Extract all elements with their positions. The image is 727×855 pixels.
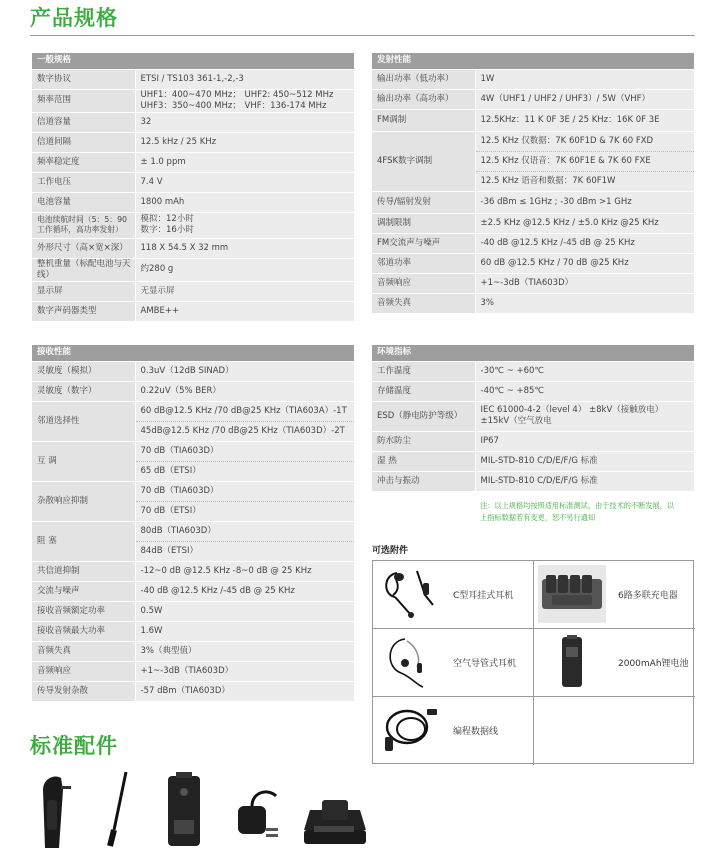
spec-label: 数字声码器类型	[32, 301, 135, 321]
spec-value: 12.5 KHz 仅语音：7K 60F1E & 7K 60 FXE	[475, 151, 694, 171]
spec-value: 1W	[475, 69, 694, 89]
note-line: 上指标数据若有变更，恕不另行通知	[480, 513, 596, 522]
spec-value: 80dB（TIA603D）	[135, 521, 354, 541]
spec-value: 45dB@12.5 KHz /70 dB@25 KHz（TIA603D）-2T	[135, 421, 354, 441]
spec-value: 12.5 KHz 语音和数据：7K 60F1W	[475, 171, 694, 191]
spec-value-line: UHF3：350~400 MHz；	[140, 100, 241, 111]
spec-value: 7.4 V	[135, 172, 354, 192]
spec-value: 3%（典型值）	[135, 641, 354, 661]
spec-label: 灵敏度（模拟）	[32, 361, 135, 381]
spec-value: 70 dB（TIA603D）	[135, 441, 354, 461]
spec-label: 信道间隔	[32, 132, 135, 152]
spec-value: 0.3uV（12dB SINAD）	[135, 361, 354, 381]
spec-label: 显示屏	[32, 281, 135, 301]
spec-value: AMBE++	[135, 301, 354, 321]
spec-value: 118 X 54.5 X 32 mm	[135, 238, 354, 258]
spec-value: 12.5 kHz / 25 KHz	[135, 132, 354, 152]
antenna-icon	[100, 770, 140, 850]
spec-label: 交流与噪声	[32, 581, 135, 601]
standard-battery-icon	[160, 770, 210, 850]
spec-label: 音频失真	[372, 293, 475, 313]
receive-spec-table	[32, 345, 354, 702]
spec-value: 60 dB@12.5 KHz /70 dB@25 KHz（TIA603A）-1T	[135, 401, 354, 421]
environment-spec-table	[372, 345, 694, 492]
accessory-label: 6路多联充电器	[618, 591, 678, 601]
spec-value-line: ±15kV（空气放电	[480, 416, 552, 426]
accessory-label: 空气导管式耳机	[453, 659, 517, 669]
spec-label: 数字协议	[32, 69, 135, 89]
spec-label: 电池容量	[32, 192, 135, 212]
spec-label: 传导/辐射发射	[372, 191, 475, 213]
multi-charger-icon	[538, 565, 606, 623]
accessory-label: C型耳挂式耳机	[453, 591, 514, 601]
spec-label: 调制限制	[372, 213, 475, 233]
spec-label: 防水防尘	[372, 431, 475, 451]
spec-value: -12~0 dB @12.5 KHz -8~0 dB @ 25 KHz	[135, 561, 354, 581]
transmit-spec-header: 发射性能	[372, 53, 694, 69]
spec-label: FM交流声与噪声	[372, 233, 475, 253]
spec-value: 1.6W	[135, 621, 354, 641]
spec-label: FM调制	[372, 109, 475, 131]
spec-label: 电池续航时间（5：5：90 工作循环，高功率发射）	[32, 212, 135, 238]
spec-label: 阻 塞	[32, 521, 135, 561]
spec-label: 存储温度	[372, 381, 475, 401]
belt-clip-icon	[35, 770, 80, 850]
spec-value: 84dB（ETSI）	[135, 541, 354, 561]
spec-label: 湿 热	[372, 451, 475, 471]
spec-value: 无显示屏	[135, 281, 354, 301]
spec-label: 传导发射杂散	[32, 681, 135, 701]
spec-label: 接收音频最大功率	[32, 621, 135, 641]
spec-value: ± 1.0 ppm	[135, 152, 354, 172]
spec-value	[135, 212, 354, 238]
spec-value: 12.5KHz：11 K 0F 3E / 25 KHz：16K 0F 3E	[475, 109, 694, 131]
spec-value: 32	[135, 112, 354, 132]
power-adapter-icon	[228, 770, 288, 850]
spec-label: 外形尺寸（高×宽×深）	[32, 238, 135, 258]
accessory-cell	[373, 629, 534, 697]
spec-label: 接收音频额定功率	[32, 601, 135, 621]
general-spec-header: 一般规格	[32, 53, 354, 69]
title-divider	[30, 35, 695, 36]
spec-value: 0.22uV（5% BER）	[135, 381, 354, 401]
spec-value-line: 数字：16小时	[140, 225, 194, 235]
spec-label: ESD（静电防护等级）	[372, 401, 475, 431]
spec-value: 12.5 KHz 仅数据：7K 60F1D & 7K 60 FXD	[475, 131, 694, 151]
spec-label: 互 调	[32, 441, 135, 481]
optional-accessories-grid	[372, 560, 694, 764]
page-title: 产品规格	[30, 6, 118, 30]
environment-spec-header: 环境指标	[372, 345, 694, 361]
accessory-label: 2000mAh锂电池	[618, 659, 689, 669]
spec-label: 输出功率（低功率）	[372, 69, 475, 89]
spec-value-line: UHF2: 450~512 MHz	[244, 89, 334, 100]
battery-icon	[538, 633, 606, 691]
spec-label: 输出功率（高功率）	[372, 89, 475, 109]
spec-value-line: VHF：136-174 MHz	[244, 100, 327, 111]
c-type-earpiece-icon	[377, 565, 445, 623]
transmit-spec-table	[372, 53, 694, 314]
spec-label: 音频失真	[32, 641, 135, 661]
spec-value: 60 dB @12.5 KHz / 70 dB @25 KHz	[475, 253, 694, 273]
spec-note	[480, 500, 700, 524]
spec-value: 4W（UHF1 / UHF2 / UHF3）/ 5W（VHF）	[475, 89, 694, 109]
spec-label: 邻道功率	[372, 253, 475, 273]
air-tube-earpiece-icon	[377, 633, 445, 691]
accessory-cell	[534, 629, 695, 697]
desktop-charger-icon	[300, 770, 370, 850]
spec-value: -40 dB @12.5 KHz /-45 dB @ 25 KHz	[135, 581, 354, 601]
spec-value: ETSI / TS103 361-1,-2,-3	[135, 69, 354, 89]
spec-label: 灵敏度（数字）	[32, 381, 135, 401]
spec-value: 3%	[475, 293, 694, 313]
spec-label: 冲击与振动	[372, 471, 475, 491]
standard-accessories-title: 标准配件	[30, 734, 118, 758]
spec-value: -40℃ ~ +85℃	[475, 381, 694, 401]
spec-value: 1800 mAh	[135, 192, 354, 212]
spec-label: 工作温度	[372, 361, 475, 381]
spec-value-line: IEC 61000-4-2（level 4） ±8kV（接触放电）	[480, 405, 664, 415]
spec-value: 70 dB（ETSI）	[135, 501, 354, 521]
spec-value: MIL-STD-810 C/D/E/F/G 标准	[475, 471, 694, 491]
spec-label: 工作电压	[32, 172, 135, 192]
spec-label: 音频响应	[32, 661, 135, 681]
spec-label: 整机重量（标配电池与天线）	[32, 258, 135, 281]
accessory-label: 编程数据线	[453, 727, 499, 737]
spec-label: 共信道抑制	[32, 561, 135, 581]
spec-value: -40 dB @12.5 KHz /-45 dB @ 25 KHz	[475, 233, 694, 253]
optional-accessories-title: 可选附件	[372, 546, 409, 556]
spec-value-line: 模拟：12小时	[140, 214, 194, 224]
spec-value: 约280 g	[135, 258, 354, 281]
spec-value	[475, 401, 694, 431]
spec-value: +1~-3dB（TIA603D）	[475, 273, 694, 293]
spec-value: MIL-STD-810 C/D/E/F/G 标准	[475, 451, 694, 471]
accessory-cell	[373, 697, 534, 765]
spec-value: -36 dBm ≤ 1GHz ; -30 dBm >1 GHz	[475, 191, 694, 213]
spec-value: 70 dB（TIA603D）	[135, 481, 354, 501]
note-line: 注：以上规格均按照适用标准测试，由于技术的不断发展，以	[480, 501, 675, 510]
accessory-cell	[534, 561, 695, 629]
spec-value: -30℃ ~ +60℃	[475, 361, 694, 381]
spec-value: IP67	[475, 431, 694, 451]
receive-spec-header: 接收性能	[32, 345, 354, 361]
spec-value	[135, 89, 354, 112]
general-spec-table	[32, 53, 354, 322]
spec-label: 杂散响应抑制	[32, 481, 135, 521]
spec-value: 0.5W	[135, 601, 354, 621]
spec-label: 4FSK数字调制	[372, 131, 475, 191]
spec-label: 音频响应	[372, 273, 475, 293]
spec-value: +1~-3dB（TIA603D）	[135, 661, 354, 681]
spec-value-line: UHF1：400~470 MHz；	[140, 89, 241, 100]
spec-label: 频率范围	[32, 89, 135, 112]
accessory-cell	[373, 561, 534, 629]
spec-value: 65 dB（ETSI）	[135, 461, 354, 481]
spec-value: -57 dBm（TIA603D）	[135, 681, 354, 701]
spec-label: 频率稳定度	[32, 152, 135, 172]
spec-label: 邻道选择性	[32, 401, 135, 441]
spec-value: ±2.5 KHz @12.5 KHz / ±5.0 KHz @25 KHz	[475, 213, 694, 233]
programming-cable-icon	[377, 701, 445, 759]
spec-label: 信道容量	[32, 112, 135, 132]
